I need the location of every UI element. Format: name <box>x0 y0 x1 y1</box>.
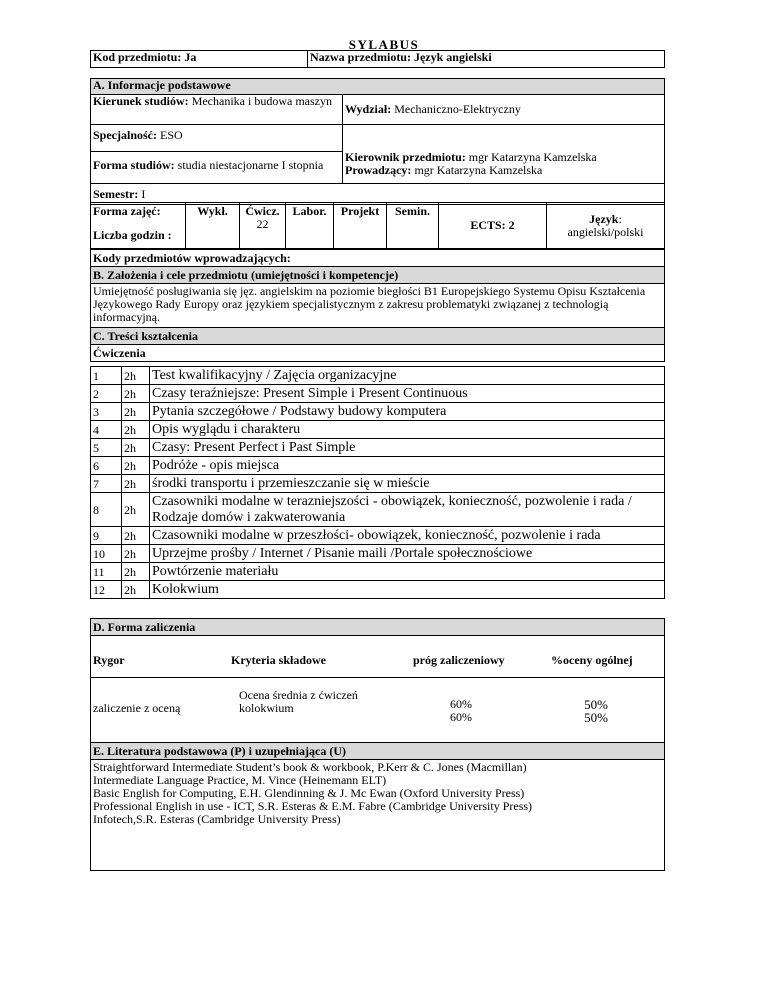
topic-hours: 2h <box>122 527 150 545</box>
topic-text: Czasy: Present Perfect i Past Simple <box>150 439 665 457</box>
topic-number: 6 <box>91 457 122 475</box>
topic-text: Opis wyglądu i charakteru <box>150 421 665 439</box>
section-b-heading: B. Założenia i cele przedmiotu (umiejętności i kompetencje) <box>91 267 665 284</box>
forma-zajec-label: Forma zajęć: <box>93 204 161 218</box>
topic-row <box>91 581 665 599</box>
topic-text: środki transportu i przemieszczanie się w mieście <box>150 475 665 493</box>
literature-list <box>91 760 665 871</box>
topic-text: Czasy teraźniejsze: Present Simple i Present Continuous <box>150 385 665 403</box>
section-d-heading: D. Forma zaliczenia <box>91 619 665 636</box>
topic-row <box>91 527 665 545</box>
d-divider <box>91 677 665 678</box>
topic-row <box>91 475 665 493</box>
topic-row <box>91 367 665 385</box>
topic-hours: 2h <box>122 581 150 599</box>
topic-text: Podróże - opis miejsca <box>150 457 665 475</box>
ects-cell: ECTS: 2 <box>439 203 547 249</box>
course-name-cell <box>308 51 665 68</box>
section-b-text: Umiejętność posługiwania się jęz. angielskim na poziomie biegłości B1 Europejskiego Systemu Opisu Kształcenia Językowego Rady Europy oraz językiem specjalistycznym z zakresu problematyki związanej z technologią informacyjną. <box>91 284 665 328</box>
section-c-table <box>90 366 665 599</box>
forma-studiow-label: Forma studiów: <box>93 158 175 172</box>
specjalnosc-value: ESO <box>160 128 183 142</box>
topic-text: Powtórzenie materiału <box>150 563 665 581</box>
section-a-heading: A. Informacje podstawowe <box>91 79 665 95</box>
section-c-heading: C. Treści kształcenia <box>91 328 665 345</box>
topic-row <box>91 545 665 563</box>
literature-item: Straightforward Intermediate Student’s book & workbook, P.Kerr & C. Jones (Macmillan) <box>93 760 527 774</box>
section-e-heading: E. Literatura podstawowa (P) i uzupełniająca (U) <box>91 743 665 760</box>
topic-number: 2 <box>91 385 122 403</box>
liczba-godzin-label: Liczba godzin : <box>93 228 172 242</box>
kierunek-cell <box>91 95 343 125</box>
topic-text: Pytania szczegółowe / Podstawy budowy komputera <box>150 403 665 421</box>
forma-studiow-value: studia niestacjonarne I stopnia <box>177 158 324 172</box>
topic-row <box>91 563 665 581</box>
rygor-value: zaliczenie z oceną <box>93 701 181 715</box>
topic-hours: 2h <box>122 385 150 403</box>
kierunek-label: Kierunek studiów: <box>93 94 189 108</box>
kryteria-item: kolokwium <box>239 701 294 715</box>
prog-item: 60% <box>450 697 472 711</box>
section-e-table <box>90 742 665 871</box>
course-header-table <box>90 50 665 68</box>
topic-text: Kolokwium <box>150 581 665 599</box>
literature-item: Intermediate Language Practice, M. Vince (Heinemann ELT) <box>93 773 387 787</box>
topic-row <box>91 439 665 457</box>
topic-hours: 2h <box>122 563 150 581</box>
topic-text: Czasowniki modalne w przeszłości- obowiązek, konieczność, pozwolenie i rada <box>150 527 665 545</box>
literature-item: Basic English for Computing, E.H. Glendinning & J. Mc Ewan (Oxford University Press) <box>93 786 525 800</box>
topic-row <box>91 385 665 403</box>
jezyk-cell: Język: angielski/polski <box>547 203 665 249</box>
topic-number: 7 <box>91 475 122 493</box>
prowadzacy-value: mgr Katarzyna Kamzelska <box>414 163 543 177</box>
kierownik-label: Kierownik przedmiotu: <box>345 150 466 164</box>
topic-text: Test kwalifikacyjny / Zajęcia organizacyjne <box>150 367 665 385</box>
topic-number: 8 <box>91 493 122 527</box>
col-kryteria: Kryteria składowe <box>231 653 326 667</box>
jezyk-label: Język <box>589 211 619 226</box>
col-rygor: Rygor <box>93 653 125 667</box>
topic-row <box>91 421 665 439</box>
kryteria-item: Ocena średnia z ćwiczeń <box>239 688 358 702</box>
forma-zajec-label-cell <box>91 203 186 249</box>
prowadzacy-row <box>345 164 662 177</box>
topic-hours: 2h <box>122 545 150 563</box>
forma-zajec-table <box>90 202 665 249</box>
semestr-value: I <box>141 186 146 201</box>
col-ocena: %oceny ogólnej <box>551 653 633 667</box>
jezyk-value: angielski/polski <box>567 224 644 239</box>
col-labor: Labor. <box>286 203 334 249</box>
topic-text: Uprzejme prośby / Internet / Pisanie maili /Portale społecznościowe <box>150 545 665 563</box>
section-a-table <box>90 78 665 205</box>
section-b-table <box>90 249 665 362</box>
wydzial-value: Mechaniczno-Elektryczny <box>394 102 521 116</box>
specjalnosc-row <box>91 125 342 152</box>
hours-cwicz: 22 <box>256 217 269 231</box>
col-wykl: Wykł. <box>186 203 240 249</box>
topic-row <box>91 493 665 527</box>
col-prog: próg zaliczeniowy <box>413 653 505 667</box>
specjalnosc-label: Specjalność: <box>93 128 157 142</box>
wydzial-label: Wydział: <box>345 102 392 116</box>
literature-item: Professional English in use - ICT, S.R. Esteras & E.M. Fabre (Cambridge University Press) <box>93 799 533 813</box>
topic-row <box>91 457 665 475</box>
topic-text: Czasowniki modalne w terazniejszości - obowiązek, konieczność, pozwolenie i rada / Rodzaje domów i zakwaterowania <box>150 493 665 527</box>
ocena-item: 50% <box>584 710 608 725</box>
prog-item: 60% <box>450 710 472 724</box>
topic-row <box>91 403 665 421</box>
topic-hours: 2h <box>122 475 150 493</box>
topic-hours: 2h <box>122 493 150 527</box>
col-semin: Semin. <box>387 203 439 249</box>
cwiczenia-subheading: Ćwiczenia <box>91 345 665 362</box>
topic-number: 11 <box>91 563 122 581</box>
topic-number: 3 <box>91 403 122 421</box>
semestr-label: Semestr: <box>93 186 139 201</box>
topic-hours: 2h <box>122 403 150 421</box>
topic-hours: 2h <box>122 439 150 457</box>
course-code-label: Kod przedmiotu: <box>93 50 182 64</box>
course-code-cell <box>91 51 308 68</box>
course-name-value: Język angielski <box>413 50 492 64</box>
course-code-value: Ja <box>184 50 197 64</box>
prowadzacy-label: Prowadzący: <box>345 163 412 177</box>
ocena-list <box>576 698 616 724</box>
topic-hours: 2h <box>122 421 150 439</box>
kierownik-cell <box>343 125 665 184</box>
kody-cell: Kody przedmiotów wprowadzających: <box>91 250 665 267</box>
forma-studiow-row <box>91 152 342 183</box>
kryteria-list <box>239 689 358 715</box>
prog-list <box>441 698 481 724</box>
section-d-table <box>90 618 665 743</box>
topic-hours: 2h <box>122 367 150 385</box>
col-projekt: Projekt <box>334 203 387 249</box>
topic-number: 4 <box>91 421 122 439</box>
topic-number: 1 <box>91 367 122 385</box>
col-cwicz: Ćwicz. 22 <box>240 203 286 249</box>
document-title: SYLABUS <box>348 37 420 52</box>
ocena-item: 50% <box>584 697 608 712</box>
topic-number: 10 <box>91 545 122 563</box>
wydzial-cell <box>343 95 665 125</box>
course-name-label: Nazwa przedmiotu: <box>310 50 411 64</box>
topic-number: 5 <box>91 439 122 457</box>
topic-number: 9 <box>91 527 122 545</box>
section-d-body <box>91 636 665 743</box>
topic-number: 12 <box>91 581 122 599</box>
literature-item: Infotech,S.R. Esteras (Cambridge University Press) <box>93 812 341 826</box>
kierownik-value: mgr Katarzyna Kamzelska <box>468 150 597 164</box>
kierunek-value: Mechanika i budowa maszyn <box>191 94 332 108</box>
specjalnosc-forma-cell <box>91 125 343 184</box>
topic-hours: 2h <box>122 457 150 475</box>
